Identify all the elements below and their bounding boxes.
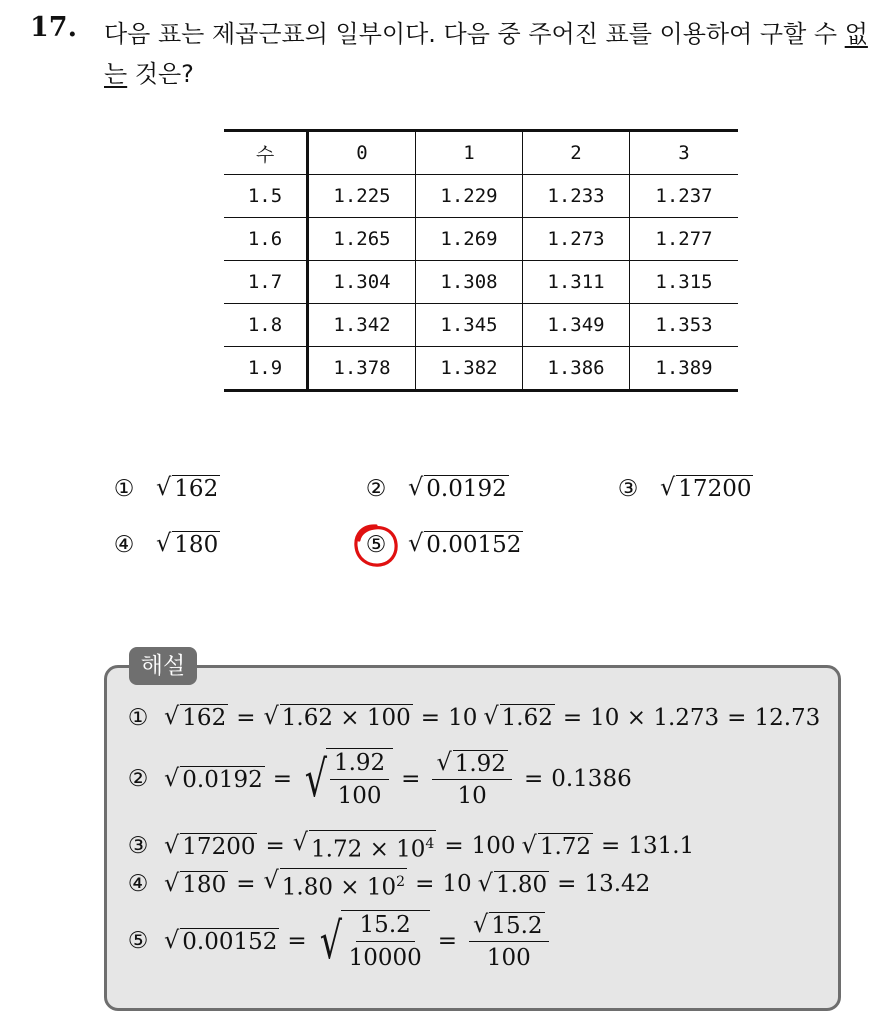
sqrt-expression <box>164 704 228 731</box>
table-cell: 1.277 <box>630 218 739 261</box>
question-text-main: 다음 표는 제곱근표의 일부이다. 다음 중 주어진 표를 이용하여 구할 수 <box>104 20 845 48</box>
sqrt-expression <box>293 830 437 863</box>
numerator <box>469 911 549 942</box>
solution-tag: 해설 <box>129 647 197 685</box>
choice-3[interactable] <box>616 475 753 502</box>
table-cell: 1.9 <box>224 347 308 391</box>
sqrt-symbol: √ <box>408 473 424 501</box>
radicand: 180 <box>174 532 219 558</box>
choice-number: ③ <box>617 475 639 502</box>
table-cell: 1.349 <box>523 304 630 347</box>
exponent: 2 <box>396 874 406 890</box>
sqrt-expression <box>263 704 412 731</box>
question-text-emphasis: 없는 <box>104 20 868 88</box>
radicand <box>326 748 393 810</box>
denominator: 100 <box>337 783 382 809</box>
table-cell: 1.233 <box>523 175 630 218</box>
table-cell: 1.5 <box>224 175 308 218</box>
sqrt-symbol: √ <box>164 868 180 897</box>
solution-line-1 <box>126 704 820 731</box>
sqrt-symbol: √ <box>164 702 180 730</box>
coefficient: 100 <box>471 833 516 860</box>
sqrt-expression <box>164 830 257 860</box>
result: 13.42 <box>584 871 651 898</box>
sqrt-symbol: √ <box>164 925 180 954</box>
choice-number: ⑤ <box>365 531 387 558</box>
product: 10 × 1.273 <box>590 704 720 731</box>
sqrt-symbol: √ <box>408 529 424 557</box>
radicand-base: 1.72 × 10 <box>311 836 426 863</box>
solution-number: ① <box>127 704 149 731</box>
answer-circle-mark <box>350 521 402 571</box>
choice-2[interactable] <box>364 475 509 502</box>
table-cell: 1.265 <box>308 218 416 261</box>
equals-sign: = <box>727 704 747 731</box>
result: 131.1 <box>628 833 695 860</box>
sqrt-expression <box>660 475 753 502</box>
denominator: 10000 <box>348 945 422 971</box>
table-header-cell: 0 <box>308 131 416 175</box>
radicand: 1.92 <box>454 750 506 777</box>
table-row <box>224 304 738 347</box>
table-cell: 1.386 <box>523 347 630 391</box>
sqrt-symbol: √ <box>164 763 180 792</box>
equals-sign: = <box>265 833 285 860</box>
fraction <box>345 911 426 972</box>
radicand: 162 <box>174 476 219 502</box>
sqrt-symbol: √ <box>436 747 452 776</box>
radicand: 0.00152 <box>182 928 278 955</box>
radicand: 180 <box>182 871 227 898</box>
solution-number: ⑤ <box>127 928 149 954</box>
radicand: 1.62 × 100 <box>281 705 411 731</box>
table-cell: 1.342 <box>308 304 416 347</box>
coefficient: 10 <box>448 704 478 731</box>
sqrt-symbol: √ <box>263 866 279 894</box>
equals-sign: = <box>287 928 307 954</box>
question-number: 17. <box>30 12 77 43</box>
radicand-base: 1.80 × 10 <box>281 874 397 901</box>
sqrt-expression <box>156 531 220 558</box>
table-cell: 1.308 <box>416 261 523 304</box>
equals-sign: = <box>557 871 577 898</box>
equals-sign: = <box>236 704 256 731</box>
equals-sign: = <box>236 871 256 898</box>
equals-sign: = <box>272 766 293 792</box>
radicand: 1.72 <box>539 833 592 860</box>
table-cell: 1.304 <box>308 261 416 304</box>
sqrt-expression <box>521 830 594 860</box>
radicand: 1.80 <box>495 871 548 898</box>
sqrt-symbol: √ <box>521 830 537 859</box>
sqrt-expression <box>408 531 523 558</box>
equals-sign: = <box>420 704 441 731</box>
radicand: 0.00152 <box>426 532 522 558</box>
table-cell: 1.273 <box>523 218 630 261</box>
equals-sign: = <box>601 833 621 860</box>
radicand: 17200 <box>182 833 256 860</box>
table-header-cell: 3 <box>630 131 739 175</box>
equals-sign: = <box>401 766 421 792</box>
table-row <box>224 218 738 261</box>
result: 0.1386 <box>551 766 632 792</box>
table-cell: 1.389 <box>630 347 739 391</box>
radicand: 15.2 <box>491 912 543 939</box>
sqrt-symbol: √ <box>660 473 676 501</box>
equals-sign: = <box>562 704 583 731</box>
radicand <box>280 868 407 901</box>
choice-number: ④ <box>113 531 135 558</box>
table-cell: 1.378 <box>308 347 416 391</box>
sqrt-symbol: √ <box>319 912 342 970</box>
radicand <box>341 910 430 972</box>
sqrt-expression <box>473 909 545 939</box>
sqrt-symbol: √ <box>156 473 172 501</box>
table-cell: 1.353 <box>630 304 739 347</box>
table-cell: 1.269 <box>416 218 523 261</box>
solution-number: ④ <box>127 871 149 898</box>
solution-line-5 <box>126 910 553 972</box>
sqrt-expression <box>263 868 407 901</box>
table-cell: 1.225 <box>308 175 416 218</box>
result: 12.73 <box>754 704 821 731</box>
solution-line-2 <box>126 748 632 810</box>
table-cell: 1.315 <box>630 261 739 304</box>
sqrt-expression <box>164 925 279 955</box>
sqrt-symbol: √ <box>477 868 493 897</box>
numerator: 1.92 <box>330 749 389 780</box>
sqrt-expression <box>156 475 220 502</box>
coefficient: 10 <box>442 871 472 898</box>
sqrt-symbol: √ <box>483 702 499 730</box>
table-cell: 1.345 <box>416 304 523 347</box>
table-cell: 1.382 <box>416 347 523 391</box>
radicand: 162 <box>182 705 227 731</box>
sqrt-expression <box>483 704 555 731</box>
table-row <box>224 175 738 218</box>
equals-sign: = <box>444 833 464 860</box>
table-cell: 1.7 <box>224 261 308 304</box>
denominator: 100 <box>486 944 531 971</box>
radicand: 0.0192 <box>182 766 263 793</box>
equals-sign: = <box>437 928 458 954</box>
choice-4[interactable] <box>112 531 220 558</box>
question-text-end: 것은? <box>127 60 194 88</box>
sqrt-symbol: √ <box>304 750 328 808</box>
table-header-cell: 1 <box>416 131 523 175</box>
sqrt-fraction <box>315 910 430 972</box>
sqrt-expression <box>408 475 509 502</box>
table-header-cell: 수 <box>224 131 308 175</box>
square-root-table <box>224 129 738 392</box>
table-header-row <box>224 131 738 175</box>
radicand: 17200 <box>678 476 752 502</box>
numerator: 15.2 <box>356 911 415 942</box>
choice-1[interactable] <box>112 475 220 502</box>
sqrt-symbol: √ <box>164 830 180 859</box>
exponent: 4 <box>425 836 435 852</box>
sqrt-symbol: √ <box>156 529 172 557</box>
fraction <box>432 749 512 810</box>
table-header-cell: 2 <box>523 131 630 175</box>
solution-number: ③ <box>127 833 149 860</box>
sqrt-expression <box>477 868 550 898</box>
table-cell: 1.311 <box>523 261 630 304</box>
table-row <box>224 261 738 304</box>
radicand <box>309 830 436 863</box>
solution-number: ② <box>127 766 149 792</box>
table-cell: 1.229 <box>416 175 523 218</box>
sqrt-symbol: √ <box>292 828 309 856</box>
fraction <box>469 911 549 972</box>
sqrt-fraction <box>300 748 393 810</box>
choice-number: ② <box>365 475 387 502</box>
sqrt-expression <box>164 868 228 898</box>
solution-line-3 <box>126 830 694 863</box>
sqrt-symbol: √ <box>263 702 279 730</box>
solution-line-4 <box>126 868 650 901</box>
table-cell: 1.8 <box>224 304 308 347</box>
radicand: 1.62 <box>501 705 553 731</box>
denominator: 10 <box>457 782 487 809</box>
equals-sign: = <box>415 871 435 898</box>
table-row <box>224 347 738 391</box>
sqrt-symbol: √ <box>473 909 489 938</box>
sqrt-expression <box>436 747 508 777</box>
fraction <box>330 749 389 810</box>
radicand: 0.0192 <box>426 476 507 502</box>
sqrt-expression <box>164 763 265 793</box>
numerator <box>432 749 512 780</box>
table-cell: 1.6 <box>224 218 308 261</box>
question-text <box>104 14 874 94</box>
choice-number: ① <box>113 475 135 502</box>
equals-sign: = <box>523 766 544 792</box>
table-cell: 1.237 <box>630 175 739 218</box>
